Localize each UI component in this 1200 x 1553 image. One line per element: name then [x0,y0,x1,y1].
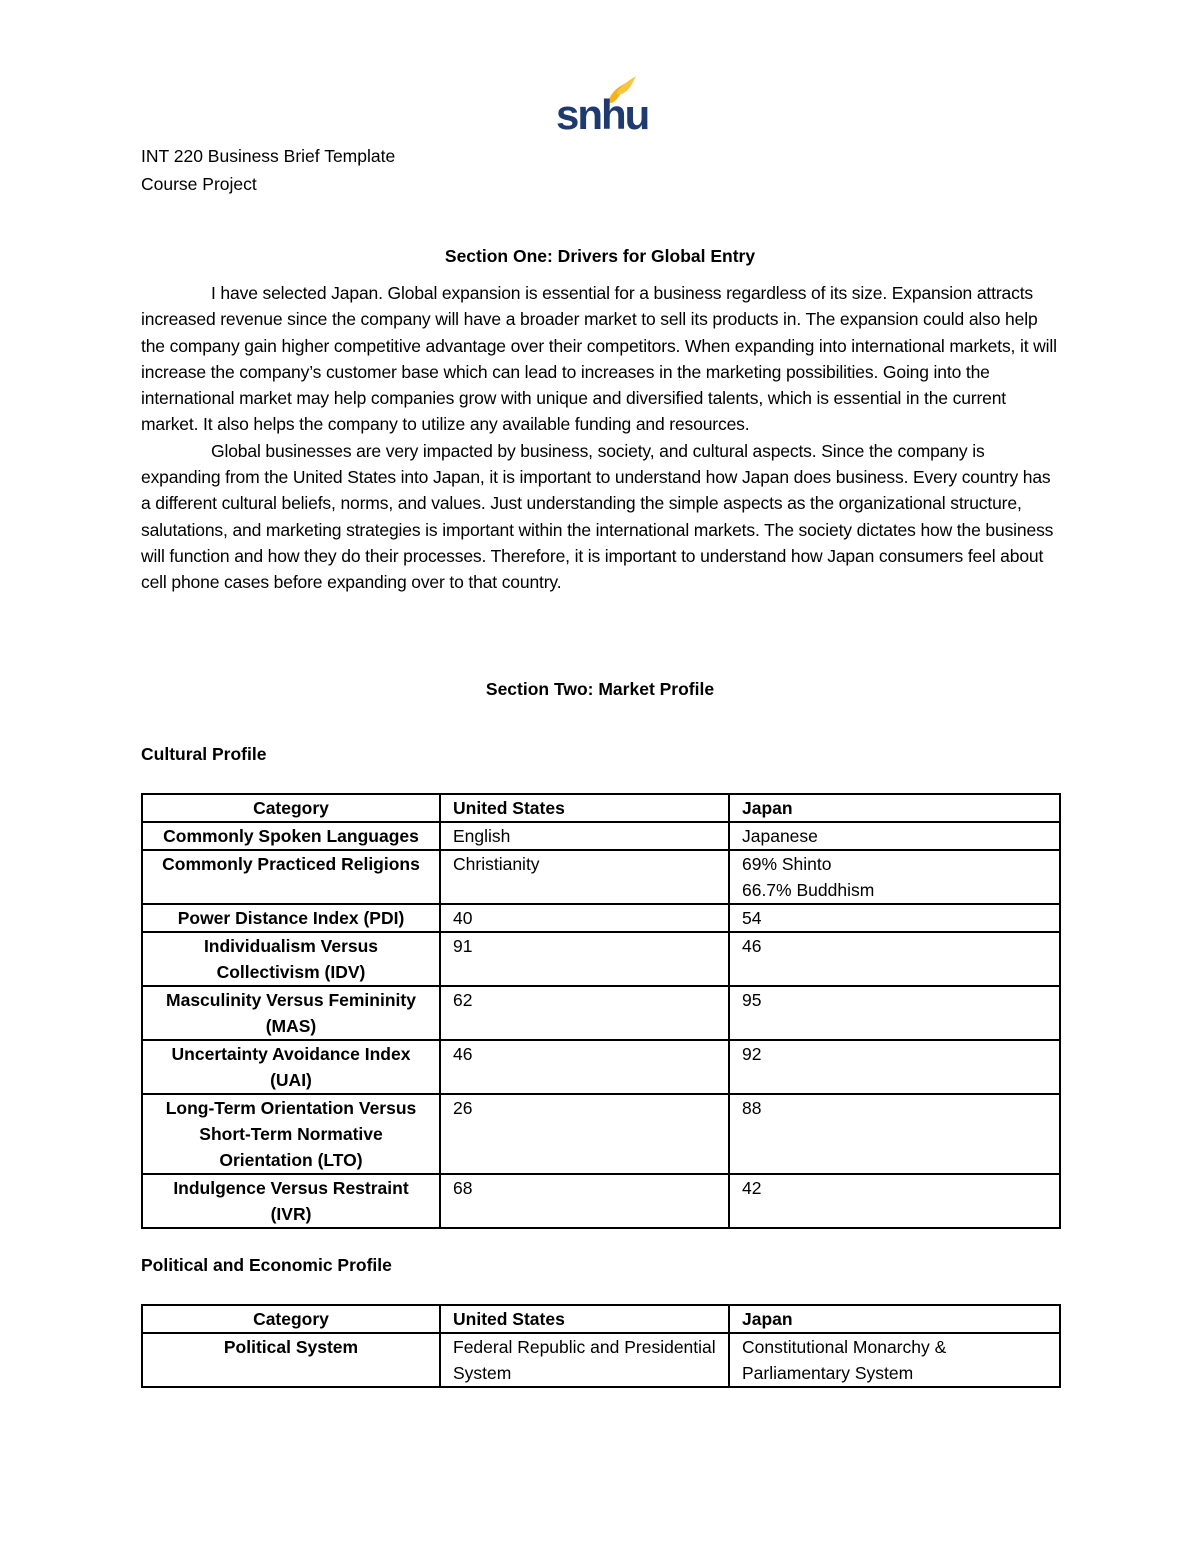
header-category: Category [142,794,440,822]
document-title: INT 220 Business Brief Template [141,146,396,166]
table-row [142,1094,1060,1174]
row-us-value: 62 [440,986,729,1040]
table-row [142,1174,1060,1228]
row-japan-value: 92 [729,1040,1060,1094]
row-category: Commonly Practiced Religions [142,850,440,904]
header-united-states: United States [440,1305,729,1333]
row-japan-value: 95 [729,986,1060,1040]
row-category: Uncertainty Avoidance Index (UAI) [142,1040,440,1094]
row-category: Indulgence Versus Restraint (IVR) [142,1174,440,1228]
political-economic-profile-heading: Political and Economic Profile [141,1255,392,1275]
paragraph: Global businesses are very impacted by business, society, and cultural aspects. Since the company is expanding from the United States into Japan, it is important to understand how Japan does business. Every country has a different cultural beliefs, norms, and values. Just understanding the simple aspects as the organizational structure, salutations, and marketing strategies is important within the international markets. The society dictates how the business will function and how they do their processes. Therefore, it is important to understand how Japan consumers feel about cell phone cases before expanding over to that country. [141,440,1054,593]
row-us-value: 68 [440,1174,729,1228]
header-united-states: United States [440,794,729,822]
row-us-value: Federal Republic and Presidential System [440,1333,729,1387]
row-us-value: Christianity [440,850,729,904]
row-us-value: 91 [440,932,729,986]
row-us-value: 40 [440,904,729,932]
paragraph: I have selected Japan. Global expansion is essential for a business regardless of its size. Expansion attracts increased revenue since the company will have a broader market to sell its products in. The expansion could also help the company gain higher competitive advantage over their competitors. When expanding into international markets, it will increase the company’s customer base which can lead to increases in the marketing possibilities. Going into the international market may help companies grow with unique and diversified talents, which is essential in the current market. It also helps the company to utilize any available funding and resources. [141,283,1057,435]
religion-line: 69% Shinto [742,854,832,874]
row-japan-value: 88 [729,1094,1060,1174]
religion-line: 66.7% Buddhism [742,880,875,900]
document-subtitle: Course Project [141,174,257,194]
logo-text: snhu [556,91,649,138]
row-category: Individualism Versus Collectivism (IDV) [142,932,440,986]
header-japan: Japan [729,794,1060,822]
table-row [142,986,1060,1040]
table-row [142,904,1060,932]
table-row [142,932,1060,986]
row-japan-value: Constitutional Monarchy & Parliamentary System [729,1333,1060,1387]
row-category: Commonly Spoken Languages [142,822,440,850]
row-us-value: 26 [440,1094,729,1174]
row-japan-value: 46 [729,932,1060,986]
snhu-logo [556,72,649,138]
row-japan-value: Japanese [729,822,1060,850]
section-two-title: Section Two: Market Profile [485,679,715,699]
header-category: Category [142,1305,440,1333]
row-japan-value: 54 [729,904,1060,932]
table-row [142,822,1060,850]
table-row [142,1333,1060,1387]
section-one-title: Section One: Drivers for Global Entry [444,246,756,266]
flame-icon [556,72,649,138]
table-header-row [142,794,1060,822]
row-japan-value: 42 [729,1174,1060,1228]
row-us-value: English [440,822,729,850]
table-row [142,850,1060,904]
political-economic-profile-table [141,1304,1061,1388]
cultural-profile-table [141,793,1061,1229]
row-us-value: 46 [440,1040,729,1094]
header-japan: Japan [729,1305,1060,1333]
cultural-profile-heading: Cultural Profile [141,744,267,764]
row-category: Masculinity Versus Femininity (MAS) [142,986,440,1040]
table-row [142,1040,1060,1094]
row-category: Long-Term Orientation Versus Short-Term Normative Orientation (LTO) [142,1094,440,1174]
row-japan-value [729,850,1060,904]
row-category: Power Distance Index (PDI) [142,904,440,932]
row-category: Political System [142,1333,440,1387]
section-one-body [141,280,1059,596]
table-header-row [142,1305,1060,1333]
